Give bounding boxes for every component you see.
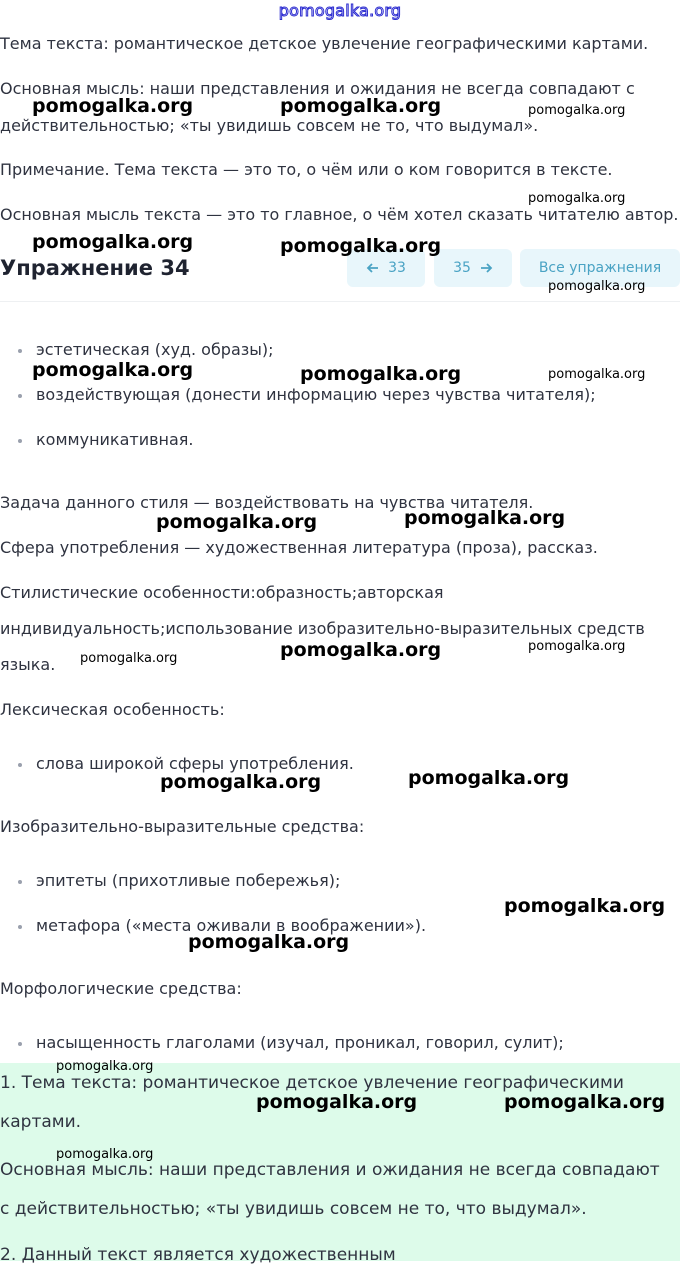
- style-task: Задача данного стиля — воздействовать на чувства читателя.: [0, 493, 534, 512]
- site-watermark-top: pomogalka.org: [278, 1, 402, 20]
- arrow-right-icon: [479, 261, 493, 275]
- intro-note-2: Основная мысль текста — это то главное, о чём хотел сказать читателю автор.: [0, 205, 679, 224]
- bullet-dot: [18, 349, 22, 353]
- intro-note: Примечание. Тема текста — это то, о чём или о ком говорится в тексте.: [0, 160, 613, 179]
- exercise-title: Упражнение 34: [0, 256, 190, 280]
- watermark: pomogalka.org: [300, 363, 462, 385]
- all-exercises-label: Все упражнения: [538, 260, 662, 276]
- prev-exercise-label: 33: [388, 260, 406, 276]
- style-sphere: Сфера употребления — художественная литература (проза), рассказ.: [0, 538, 598, 557]
- lexical-heading: Лексическая особенность:: [0, 700, 225, 719]
- next-exercise-label: 35: [453, 260, 471, 276]
- answer-line-3: Основная мысль: наши представления и ожидания не всегда совпадают: [0, 1160, 660, 1180]
- function-item: эстетическая (худ. образы);: [36, 340, 274, 359]
- bullet-dot: [18, 880, 22, 884]
- watermark: pomogalka.org: [32, 359, 194, 381]
- bullet-dot: [18, 439, 22, 443]
- morph-item: насыщенность глаголами (изучал, проникал, говорил, сулит);: [36, 1033, 564, 1052]
- watermark: pomogalka.org: [504, 1091, 666, 1113]
- intro-theme: Тема текста: романтическое детское увлечение географическими картами.: [0, 34, 649, 53]
- bullet-dot: [18, 763, 22, 767]
- watermark: pomogalka.org: [80, 651, 178, 666]
- intro-main-idea-line-2: действительностью; «ты увидишь совсем не то, что выдумал».: [0, 116, 539, 135]
- answer-line-4: с действительностью; «ты увидишь совсем не то, что выдумал».: [0, 1199, 587, 1219]
- watermark: pomogalka.org: [528, 639, 626, 654]
- watermark: pomogalka.org: [156, 511, 318, 533]
- answer-line-2: картами.: [0, 1112, 82, 1132]
- arrow-left-icon: [366, 261, 380, 275]
- lexical-item: слова широкой сферы употребления.: [36, 754, 354, 773]
- stylistic-features-line-1: Стилистические особенности:образность;авторская: [0, 583, 444, 602]
- intro-main-idea-line-1: Основная мысль: наши представления и ожидания не всегда совпадают с: [0, 79, 635, 98]
- watermark: pomogalka.org: [280, 235, 442, 257]
- watermark: pomogalka.org: [404, 507, 566, 529]
- expressive-item: эпитеты (прихотливые побережья);: [36, 871, 341, 890]
- function-item: воздействующая (донести информацию через чувства читателя);: [36, 385, 596, 404]
- stylistic-features-line-2: индивидуальность;использование изобразительно-выразительных средств: [0, 619, 645, 638]
- watermark: pomogalka.org: [528, 103, 626, 118]
- bullet-dot: [18, 394, 22, 398]
- expressive-heading: Изобразительно-выразительные средства:: [0, 817, 365, 836]
- watermark: pomogalka.org: [56, 1147, 154, 1162]
- next-exercise-button[interactable]: [434, 249, 512, 287]
- expressive-item: метафора («места оживали в воображении»).: [36, 916, 427, 935]
- morph-heading: Морфологические средства:: [0, 979, 242, 998]
- watermark: pomogalka.org: [160, 771, 322, 793]
- watermark: pomogalka.org: [56, 1059, 154, 1074]
- answer-line-1: 1. Тема текста: романтическое детское увлечение географическими: [0, 1073, 624, 1093]
- stylistic-features-line-3: языка.: [0, 655, 56, 674]
- section-divider: [0, 301, 680, 302]
- function-item: коммуникативная.: [36, 430, 194, 449]
- watermark: pomogalka.org: [548, 279, 646, 294]
- watermark: pomogalka.org: [408, 767, 570, 789]
- watermark: pomogalka.org: [528, 191, 626, 206]
- watermark: pomogalka.org: [188, 931, 350, 953]
- bullet-dot: [18, 1042, 22, 1046]
- watermark: pomogalka.org: [256, 1091, 418, 1113]
- watermark: pomogalka.org: [32, 231, 194, 253]
- watermark: pomogalka.org: [32, 95, 194, 117]
- watermark: pomogalka.org: [280, 95, 442, 117]
- watermark: pomogalka.org: [280, 639, 442, 661]
- watermark: pomogalka.org: [504, 895, 666, 917]
- bullet-dot: [18, 925, 22, 929]
- answer-line-5: 2. Данный текст является художественным: [0, 1245, 396, 1265]
- watermark: pomogalka.org: [548, 367, 646, 382]
